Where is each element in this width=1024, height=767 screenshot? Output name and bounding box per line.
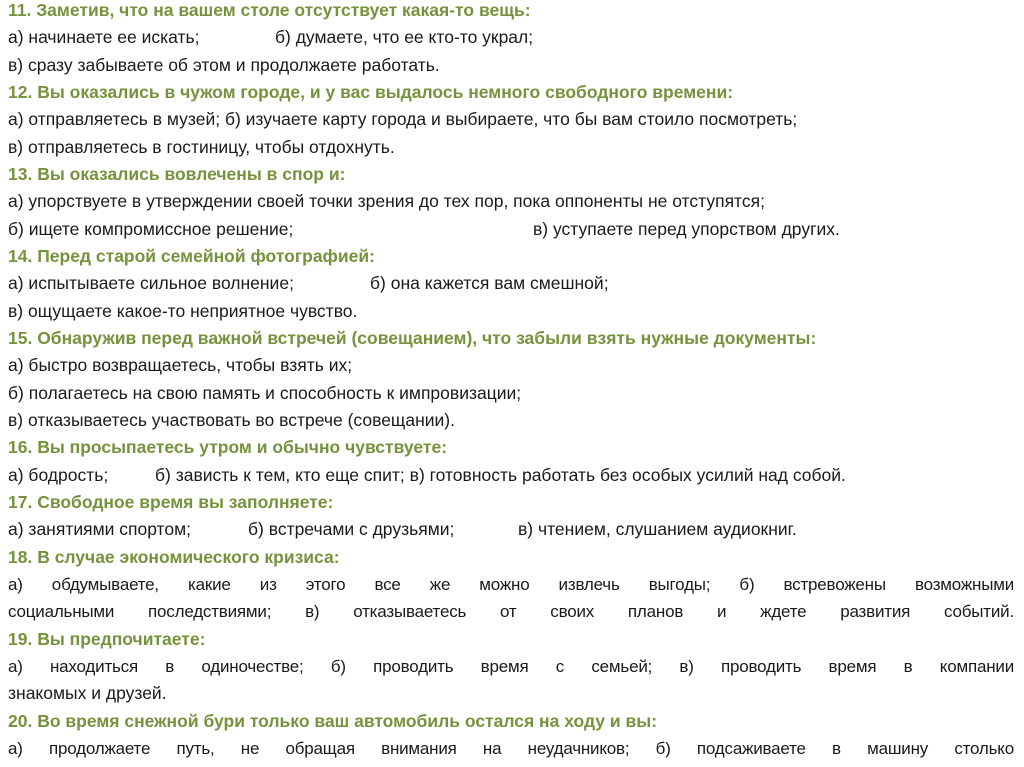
- question-title: 16. Вы просыпаетесь утром и обычно чувствуете:: [8, 437, 448, 458]
- answer-option: а) находиться в одиночестве; б) проводить время с семьей; в) проводить время в компании: [8, 656, 1014, 676]
- question-title: 14. Перед старой семейной фотографией:: [8, 245, 375, 266]
- answer-option: а) начинаете ее искать;: [8, 27, 200, 48]
- question-title: 19. Вы предпочитаете:: [8, 628, 206, 649]
- question-title: 18. В случае экономического кризиса:: [8, 546, 340, 567]
- answer-option: б) думаете, что ее кто-то украл;: [275, 27, 534, 48]
- answer-option: а) испытываете сильное волнение;: [8, 273, 294, 294]
- answer-line: [8, 270, 1014, 297]
- answer-line: [8, 24, 1014, 51]
- answer-line: [8, 298, 1014, 325]
- answer-line: [8, 352, 1014, 379]
- answer-line: [8, 407, 1014, 434]
- answer-option: а) бодрость;: [8, 464, 109, 485]
- answer-option: в) сразу забываете об этом и продолжаете работать.: [8, 54, 440, 75]
- answer-option: а) обдумываете, какие из этого все же можно извлечь выгоды; б) встревожены возможными: [8, 574, 1014, 594]
- answer-line: [8, 216, 1014, 243]
- answer-option: б) ищете компромиссное решение;: [8, 218, 294, 239]
- answer-line: [8, 106, 1014, 133]
- answer-line: [8, 598, 1014, 625]
- answer-option: а) отправляетесь в музей; б) изучаете карту города и выбираете, что бы вам стоило посмотреть;: [8, 109, 798, 130]
- answer-line: [8, 188, 1014, 215]
- answer-line: [8, 52, 1014, 79]
- answer-option: в) отказываетесь участвовать во встрече (совещании).: [8, 409, 455, 430]
- answer-line: [8, 735, 1014, 762]
- answer-option: а) быстро возвращаетесь, чтобы взять их;: [8, 355, 353, 376]
- question-title: 12. Вы оказались в чужом городе, и у вас выдалось немного свободного времени:: [8, 81, 734, 102]
- question-title: 15. Обнаружив перед важной встречей (совещанием), что забыли взять нужные документы:: [8, 327, 817, 348]
- answer-option: социальными последствиями; в) отказываетесь от своих планов и ждете развития событий.: [8, 602, 1014, 622]
- answer-line: [8, 380, 1014, 407]
- answer-option: в) отправляетесь в гостиницу, чтобы отдохнуть.: [8, 136, 395, 157]
- answer-option: в) ощущаете какое-то неприятное чувство.: [8, 300, 358, 321]
- answer-option: б) встречами с друзьями;: [248, 519, 455, 540]
- question-title: 11. Заметив, что на вашем столе отсутствует какая-то вещь:: [8, 0, 531, 20]
- answer-option: а) упорствуете в утверждении своей точки зрения до тех пор, пока оппоненты не отступятся;: [8, 191, 765, 212]
- question-title: 13. Вы оказались вовлечены в спор и:: [8, 163, 346, 184]
- answer-line: [8, 462, 1014, 489]
- question-title: 17. Свободное время вы заполняете:: [8, 491, 334, 512]
- question-title: 20. Во время снежной бури только ваш автомобиль остался на ходу и вы:: [8, 710, 658, 731]
- answer-option: б) зависть к тем, кто еще спит; в) готовность работать без особых усилий над собой.: [155, 464, 846, 485]
- answer-option: знакомых и друзей.: [8, 683, 167, 704]
- answer-option: б) полагаетесь на свою память и способность к импровизации;: [8, 382, 522, 403]
- answer-option: б) она кажется вам смешной;: [370, 273, 609, 294]
- answer-line: [8, 571, 1014, 598]
- answer-option: а) занятиями спортом;: [8, 519, 192, 540]
- answer-line: [8, 516, 1014, 543]
- answer-line: [8, 134, 1014, 161]
- answer-line: [8, 653, 1014, 680]
- answer-option: в) чтением, слушанием аудиокниг.: [518, 519, 797, 540]
- answer-line: [8, 680, 1014, 707]
- answer-option: в) уступаете перед упорством других.: [533, 218, 840, 239]
- answer-option: а) продолжаете путь, не обращая внимания на неудачников; б) подсаживаете в машину столько: [8, 738, 1014, 758]
